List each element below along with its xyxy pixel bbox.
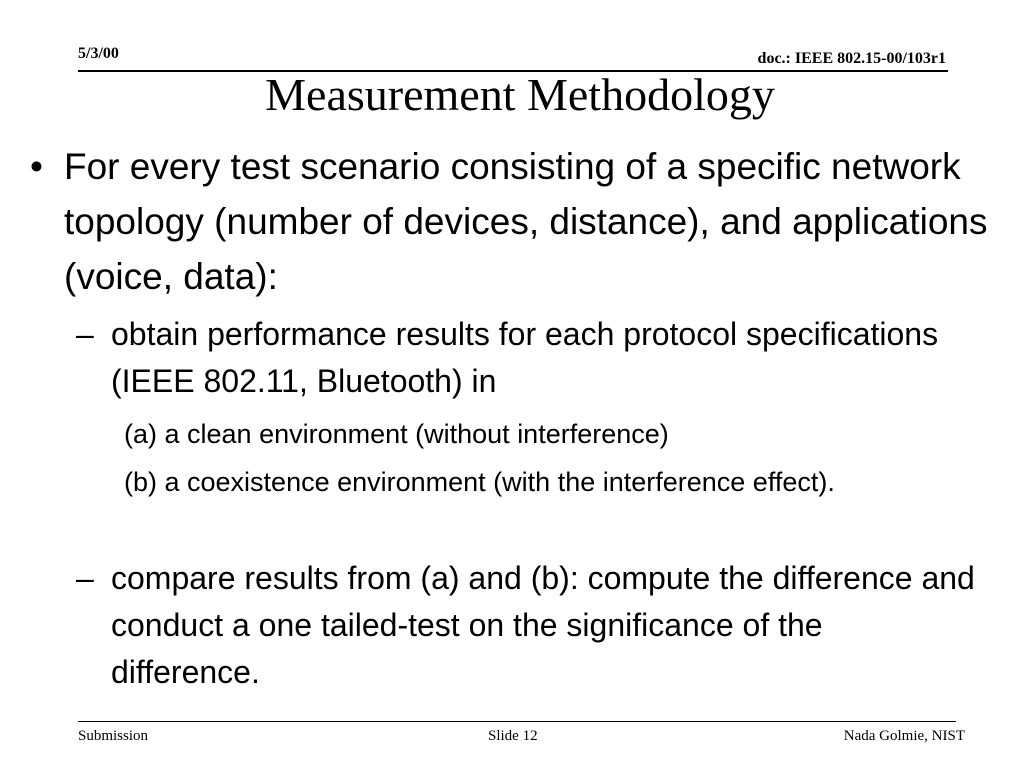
sub-sub-item — [124, 415, 944, 453]
header-doc-id: doc.: IEEE 802.15-00/103r1 — [757, 50, 946, 67]
sub-bullet-marker: – — [76, 316, 94, 352]
sub-bullet-text: obtain performance results for each protocol specifications (IEEE 802.11, Bluetooth) in — [111, 316, 939, 399]
sub-sub-item-text: (b) a coexistence environment (with the interference effect). — [124, 467, 835, 497]
sub-sub-item-text: (a) a clean environment (without interference) — [124, 419, 669, 449]
sub-bullet-marker: – — [76, 560, 94, 596]
footer-submission: Submission — [78, 728, 149, 744]
footer-author: Nada Golmie, NIST — [843, 728, 965, 744]
sub-bullet-item — [76, 311, 976, 405]
bullet-marker: • — [30, 146, 43, 187]
sub-bullet-item — [76, 555, 976, 696]
slide-title: Measurement Methodology — [265, 69, 775, 120]
sub-bullet-text: compare results from (a) and (b): compute the difference and conduct a one tailed-test on the significance of the difference. — [111, 560, 975, 690]
header-date: 5/3/00 — [78, 45, 119, 62]
bullet-text: For every test scenario consisting of a specific network topology (number of devices, distance), and applications (voice, data): — [64, 146, 988, 297]
bullet-item — [30, 139, 1020, 304]
sub-sub-item — [124, 463, 944, 501]
footer-rule — [78, 721, 956, 722]
footer-slide-number: Slide 12 — [488, 728, 538, 744]
